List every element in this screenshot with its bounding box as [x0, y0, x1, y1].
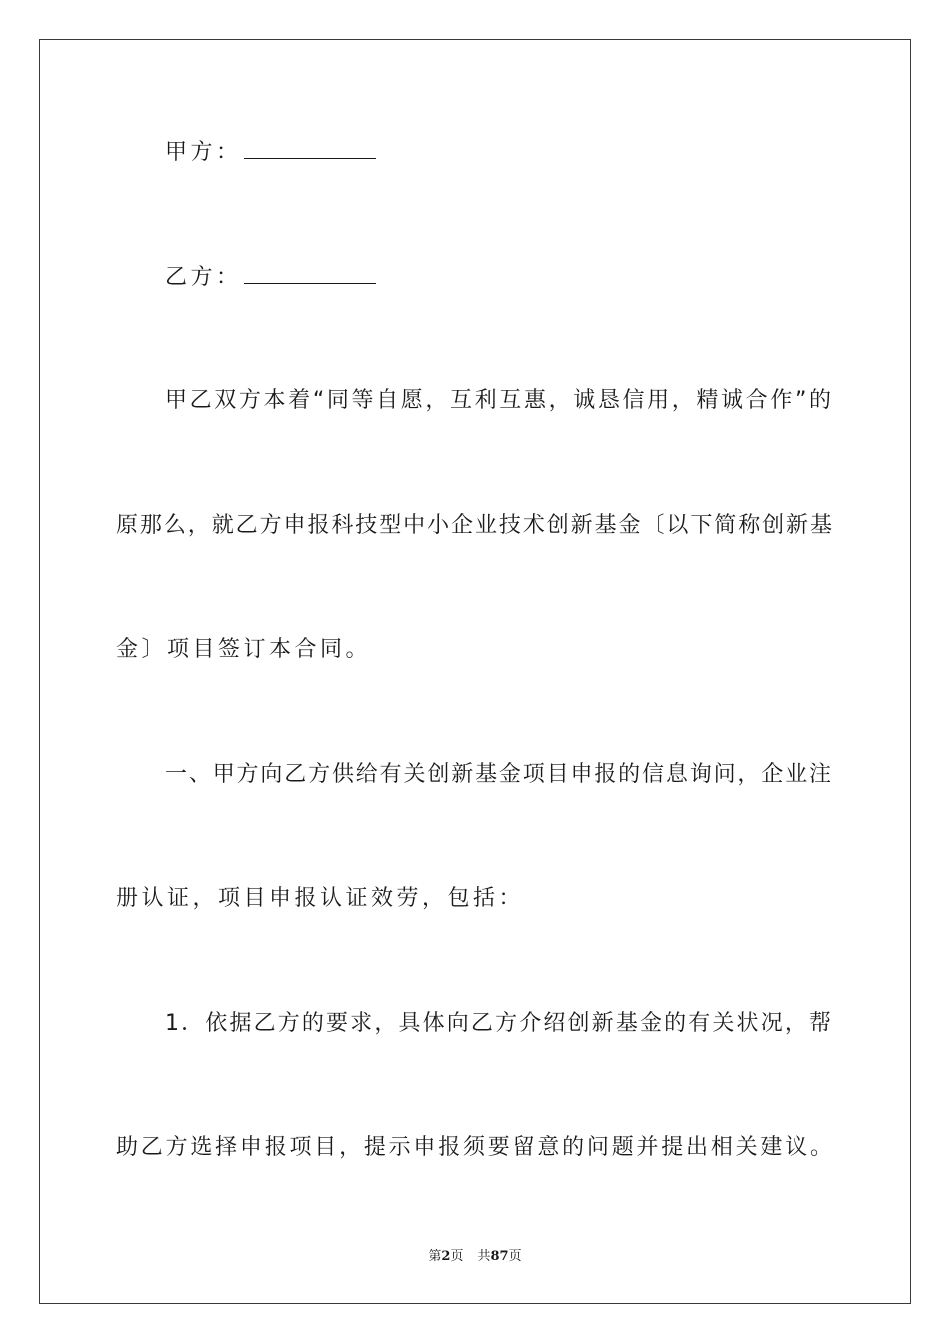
footer-total-prefix: 共: [477, 1249, 491, 1264]
footer-page-number: 2: [441, 1249, 451, 1264]
paragraph-1-line-2: 原那么，就乙方申报科技型中小企业技术创新基金〔以下简称创新基: [116, 513, 832, 538]
party-a-label: 甲方：: [165, 140, 242, 165]
paragraph-3-line-2: 助乙方选择申报项目，提示申报须要留意的问题并提出相关建议。: [116, 1135, 832, 1160]
page-footer: [0, 1249, 950, 1265]
paragraph-3-line-1: 1．依据乙方的要求，具体向乙方介绍创新基金的有关状况，帮: [165, 1011, 831, 1036]
footer-total-pages: 87: [490, 1249, 509, 1264]
paragraph-2-line-1: 一、甲方向乙方供给有关创新基金项目申报的信息询问，企业注: [165, 762, 831, 787]
party-a-blank: [244, 140, 376, 159]
party-b-line: [165, 265, 376, 290]
party-a-line: [165, 140, 376, 165]
paragraph-1-line-3: 金〕项目签订本合同。: [116, 637, 372, 662]
footer-page-suffix: 页: [450, 1249, 464, 1264]
party-b-blank: [244, 265, 376, 284]
footer-total-suffix: 页: [508, 1249, 522, 1264]
page-border: [39, 39, 911, 1304]
party-b-label: 乙方：: [165, 265, 242, 290]
paragraph-1-line-1: 甲乙双方本着“同等自愿，互利互惠，诚恳信用，精诚合作”的: [165, 388, 831, 413]
footer-page-prefix: 第: [428, 1249, 442, 1264]
paragraph-2-line-2: 册认证，项目申报认证效劳，包括：: [116, 886, 525, 911]
